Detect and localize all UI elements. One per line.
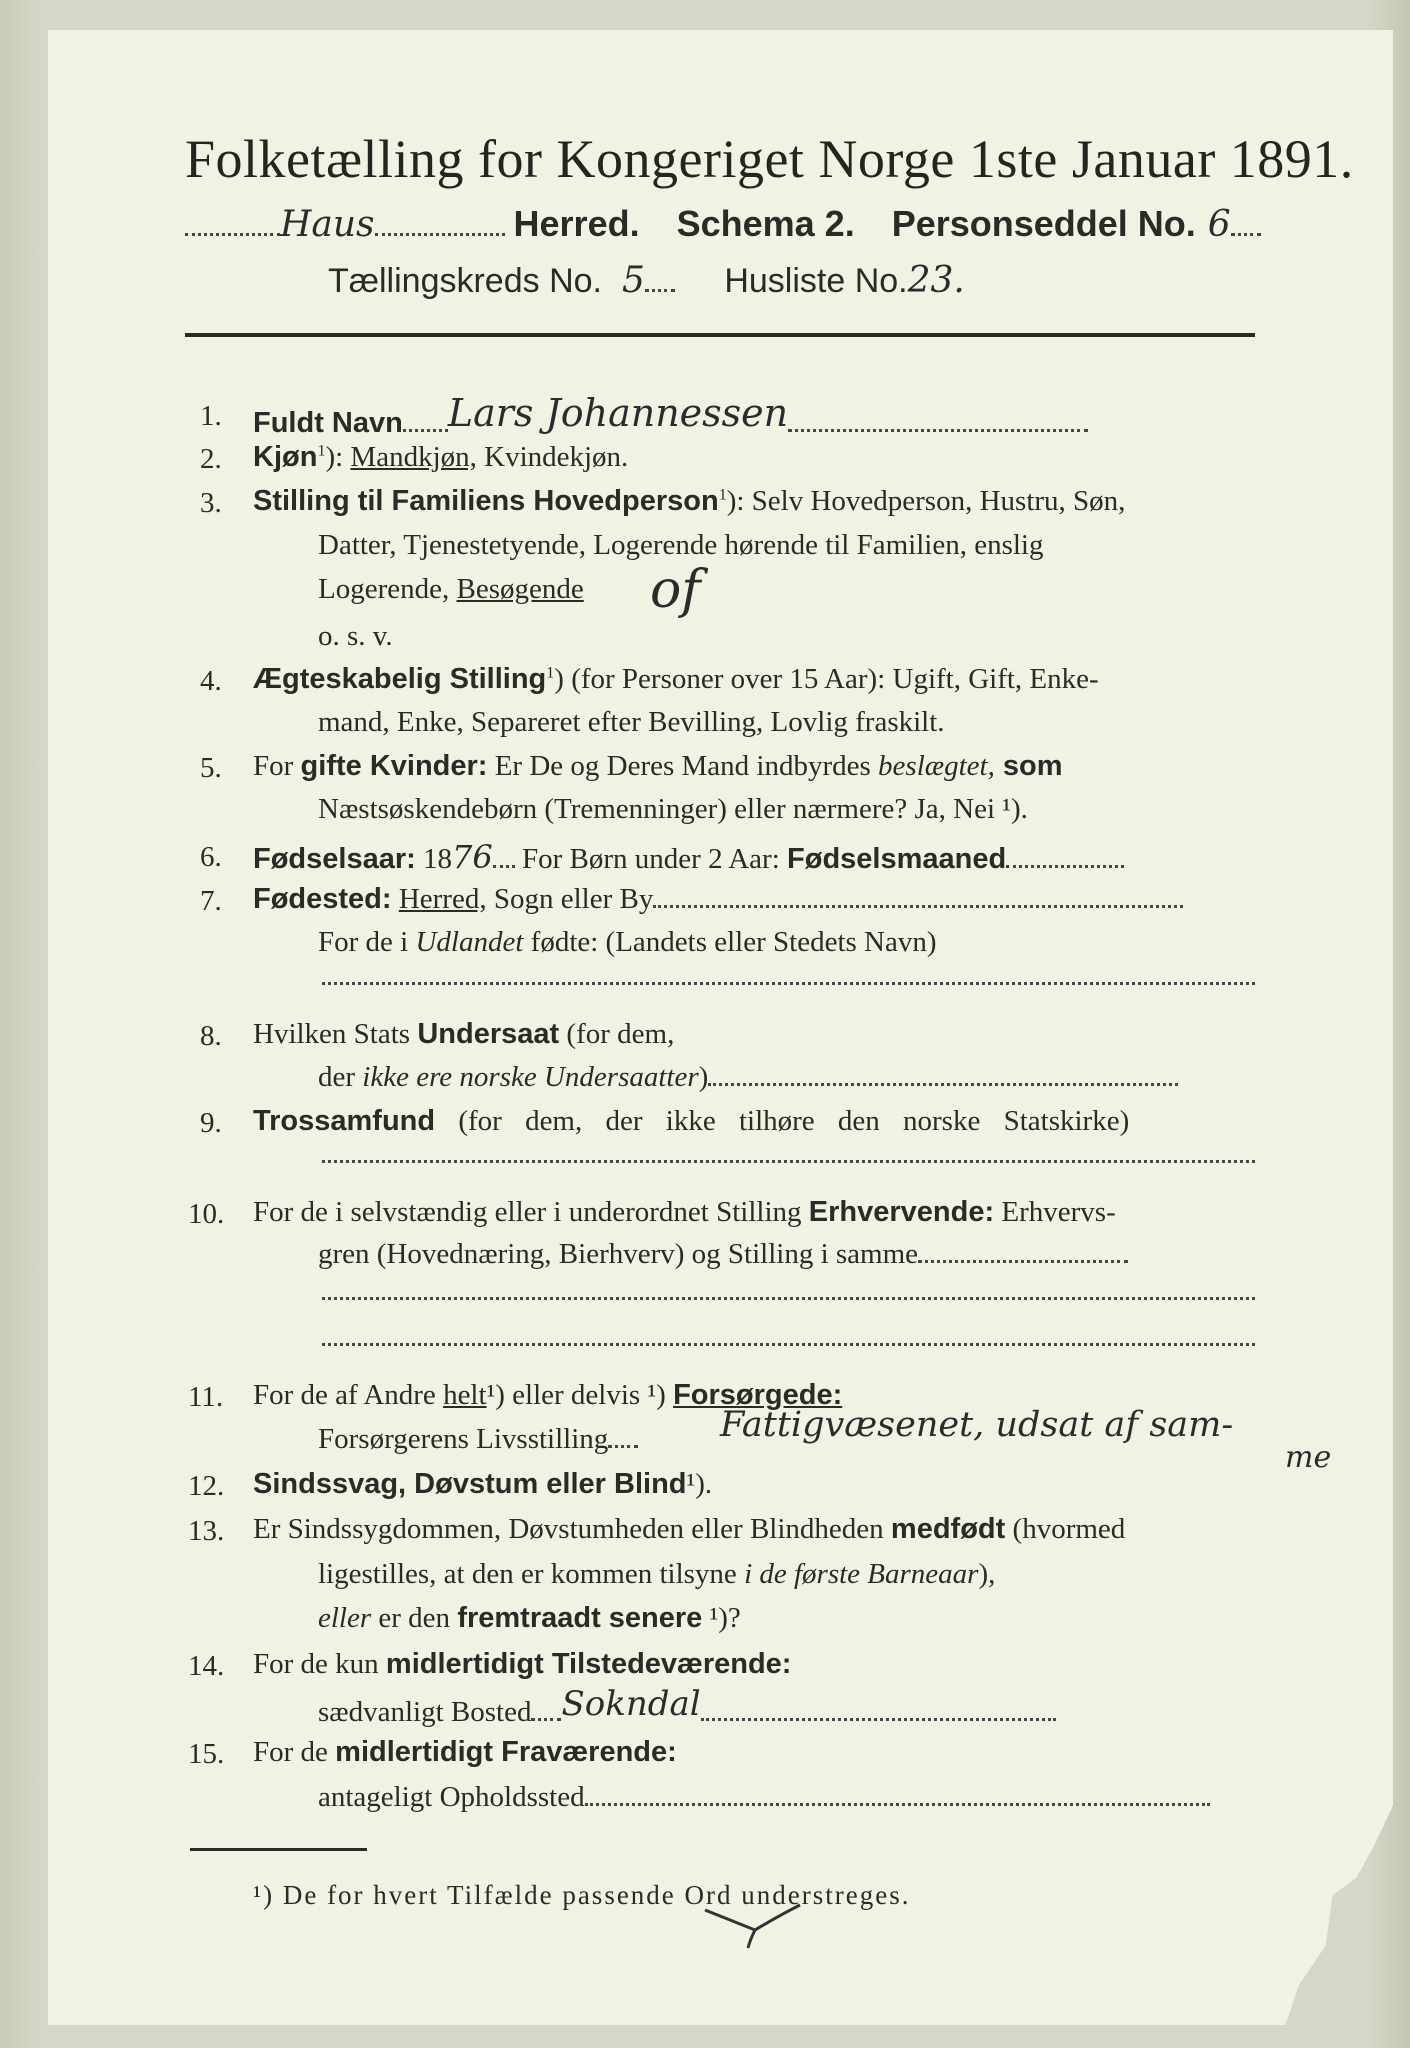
header-divider bbox=[185, 333, 1255, 337]
congenital-line-2: ligestilles, at den er kommen tilsyne i de første Barneaar), bbox=[318, 1558, 996, 1590]
item-birth-year: Fødselsaar: 1876 For Børn under 2 Aar: Fødselsmaaned bbox=[253, 841, 1124, 874]
relation-line-4: o. s. v. bbox=[318, 620, 393, 652]
item-citizenship: Hvilken Stats Undersaat (for dem, bbox=[253, 1018, 675, 1050]
gender-label: Kjøn bbox=[253, 441, 318, 473]
married-women-label: gifte Kvinder: bbox=[300, 750, 488, 782]
schema-label: Schema 2. bbox=[676, 203, 855, 244]
religion-line-2 bbox=[322, 1150, 1255, 1168]
item-congenital: Er Sindssygdommen, Døvstumheden eller Blindheden medfødt (hvormed bbox=[253, 1513, 1126, 1545]
birthplace-line-2: For de i Udlandet fødte: (Landets eller Stedets Navn) bbox=[318, 926, 937, 958]
item-number: 12. bbox=[188, 1470, 225, 1502]
husliste-label: Husliste No. bbox=[724, 262, 908, 300]
footnote-divider bbox=[190, 1848, 367, 1851]
gender-option-female: Kvindekjøn. bbox=[476, 441, 629, 473]
item-disability: Sindssvag, Døvstum eller Blind¹). bbox=[253, 1468, 713, 1500]
item-marital-status: Ægteskabelig Stilling$^1$) (for Personer over 15 Aar): Ugift, Gift, Enke- bbox=[253, 663, 1099, 695]
marital-label: Ægteskabelig Stilling bbox=[253, 663, 547, 695]
birthplace-option-herred-selected: Herred, bbox=[398, 883, 487, 915]
item-number: 3. bbox=[200, 487, 222, 519]
item-number: 4. bbox=[200, 665, 222, 697]
item-number: 1. bbox=[200, 400, 222, 432]
herred-value: Haus bbox=[280, 204, 375, 245]
husliste-value: 23. bbox=[907, 260, 965, 301]
temporary-present-label: midlertidigt Tilstedeværende: bbox=[385, 1648, 792, 1680]
header-line-kreds bbox=[328, 260, 965, 301]
personseddel-label: Personseddel No. bbox=[891, 203, 1196, 244]
citizenship-line-2: der ikke ere norske Undersaatter) bbox=[318, 1063, 1178, 1092]
item-number: 13. bbox=[188, 1515, 225, 1547]
item-temporary-absent: For de midlertidigt Fraværende: bbox=[253, 1736, 677, 1768]
occupation-line-2: gren (Hovednæring, Bierhverv) og Stilling i samme bbox=[318, 1240, 1128, 1269]
relation-label: Stilling til Familiens Hovedperson bbox=[253, 485, 719, 517]
full-name-value: Lars Johannessen bbox=[447, 391, 789, 435]
form-title: Folketælling for Kongeriget Norge 1ste Januar 1891. bbox=[185, 129, 1354, 189]
disability-label: Sindssvag, Døvstum eller Blind bbox=[253, 1468, 687, 1500]
footnote: ¹) De for hvert Tilfælde passende Ord understreges. bbox=[253, 1880, 911, 1910]
occupation-line-4 bbox=[322, 1333, 1255, 1351]
dependent-option-wholly-selected: helt bbox=[443, 1379, 487, 1411]
item-number: 10. bbox=[188, 1198, 225, 1230]
kreds-label: Tællingskreds No. bbox=[328, 262, 602, 300]
item-number: 2. bbox=[200, 443, 222, 475]
header-line-herred bbox=[185, 203, 1261, 245]
birth-year-label: Fødselsaar: bbox=[253, 843, 416, 875]
congenital-line-3: eller er den fremtraadt senere ¹)? bbox=[318, 1602, 741, 1634]
provider-occupation-value-cont: me bbox=[1285, 1440, 1332, 1475]
citizenship-label: Undersaat bbox=[417, 1018, 560, 1050]
relation-value: of bbox=[650, 560, 701, 620]
full-name-label: Fuldt Navn bbox=[253, 407, 403, 439]
temporary-present-line-2: sædvanligt Bosted Sokndal bbox=[318, 1693, 1056, 1727]
item-number: 5. bbox=[200, 752, 222, 784]
item-dependent: For de af Andre helt¹) eller delvis ¹) Forsørgede: bbox=[253, 1379, 843, 1411]
temporary-absent-label: midlertidigt Fraværende: bbox=[335, 1736, 677, 1768]
item-number: 15. bbox=[188, 1738, 225, 1770]
item-number: 11. bbox=[188, 1381, 224, 1413]
item-birthplace: Fødested: Herred, Sogn eller By bbox=[253, 885, 1183, 914]
congenital-label: medfødt bbox=[890, 1513, 1006, 1545]
item-number: 8. bbox=[200, 1020, 222, 1052]
religion-label: Trossamfund bbox=[253, 1105, 436, 1137]
item-number: 7. bbox=[200, 885, 222, 917]
item-number: 6. bbox=[200, 841, 222, 873]
item-married-women: For gifte Kvinder: Er De og Deres Mand indbyrdes beslægtet, som bbox=[253, 750, 1063, 782]
kreds-value: 5 bbox=[621, 260, 645, 301]
dependent-line-2: Forsørgerens Livsstilling bbox=[318, 1425, 638, 1454]
item-temporary-present: For de kun midlertidigt Tilstedeværende: bbox=[253, 1648, 792, 1680]
ink-mark-icon bbox=[700, 1900, 810, 1950]
birthplace-line-3 bbox=[322, 972, 1255, 990]
item-gender: Kjøn$^1$): Mandkjøn, Kvindekjøn. bbox=[253, 441, 629, 473]
item-full-name bbox=[253, 391, 1088, 439]
item-religion: Trossamfund (for dem, der ikke tilhøre den norske Statskirke) bbox=[253, 1105, 1130, 1137]
birthplace-label: Fødested: bbox=[253, 883, 392, 915]
item-relation: Stilling til Familiens Hovedperson$^1$): Selv Hovedperson, Hustru, Søn, bbox=[253, 485, 1126, 517]
dependent-label: Forsørgede: bbox=[673, 1379, 843, 1411]
occupation-line-3 bbox=[322, 1287, 1255, 1305]
marital-line-2: mand, Enke, Separeret efter Bevilling, Lovlig fraskilt. bbox=[318, 706, 945, 738]
personseddel-value: 6 bbox=[1207, 204, 1231, 245]
usual-residence-value: Sokndal bbox=[561, 1684, 701, 1724]
provider-occupation-value: Fattigvæsenet, udsat af sam- bbox=[720, 1405, 1234, 1445]
relation-line-3: Logerende, Besøgende bbox=[318, 573, 584, 605]
relation-option-visitor-selected: Besøgende bbox=[456, 573, 584, 605]
item-occupation: For de i selvstændig eller i underordnet Stilling Erhvervende: Erhvervs- bbox=[253, 1196, 1116, 1228]
birth-year-value: 76 bbox=[452, 838, 493, 876]
item-number: 9. bbox=[200, 1107, 222, 1139]
married-women-line-2: Næstsøskendebørn (Tremenninger) eller nærmere? Ja, Nei ¹). bbox=[318, 793, 1028, 825]
temporary-absent-line-2: antageligt Opholdssted bbox=[318, 1783, 1210, 1812]
item-number: 14. bbox=[188, 1650, 225, 1682]
occupation-label: Erhvervende: bbox=[808, 1196, 995, 1228]
relation-line-2: Datter, Tjenestetyende, Logerende hørende til Familien, enslig bbox=[318, 529, 1044, 561]
herred-label: Herred. bbox=[513, 203, 640, 244]
gender-option-male-selected: Mandkjøn, bbox=[350, 441, 477, 473]
